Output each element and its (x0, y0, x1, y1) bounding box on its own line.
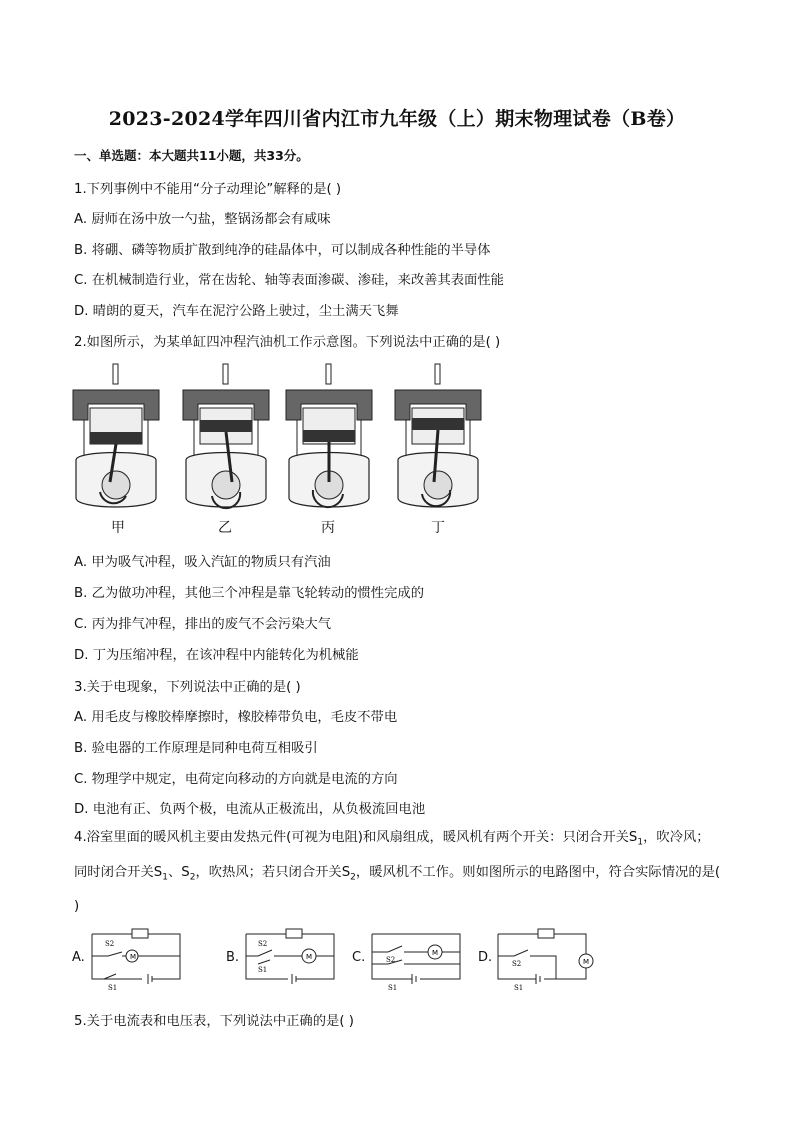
q4-option-c-label: C. (352, 950, 366, 965)
q4-option-a-label: A. (72, 950, 85, 965)
q2-stem: 2.如图所示，为某单缸四冲程汽油机工作示意图。下列说法中正确的是( ) (74, 335, 501, 350)
svg-text:M: M (306, 953, 313, 961)
svg-text:S2: S2 (512, 960, 522, 968)
engine-label-bing: 丙 (321, 520, 335, 536)
q1-option-c: C. 在机械制造行业，常在齿轮、轴等表面渗碳、渗硅，来改善其表面性能 (74, 273, 504, 288)
q1-option-a: A. 厨师在汤中放一勺盐，整锅汤都会有咸味 (74, 212, 331, 227)
q4-circuit-a (90, 924, 185, 994)
q3-option-d: D. 电池有正、负两个极，电流从正极流出，从负极流回电池 (74, 802, 426, 817)
q3-option-c: C. 物理学中规定，电荷定向移动的方向就是电流的方向 (74, 772, 398, 787)
engine-label-jia: 甲 (111, 520, 125, 536)
engine-diagram-bing (283, 360, 375, 510)
switch-s1-label: S1 (108, 984, 118, 992)
q4-circuit-b (244, 924, 339, 994)
q4-option-d-label: D. (478, 950, 493, 965)
svg-text:S2: S2 (258, 940, 268, 948)
q4-circuit-c (370, 924, 465, 994)
engine-diagram-jia (70, 360, 162, 510)
svg-text:S1: S1 (258, 966, 268, 974)
switch-s2-label: S2 (105, 940, 115, 948)
q4-stem: 4.浴室里面的暖风机主要由发热元件(可视为电阻)和风扇组成，暖风机有两个开关：只闭合开关$S_1$，吹冷风；同时闭合开关$S_1$、$S_2$，吹热风；若只闭合开关$S_2$，暖风机不工作。则如图所示的电路图中，符合实际情况的是( ) (74, 830, 721, 915)
engine-diagram-yi (180, 360, 272, 510)
q1-stem: 1.下列事例中不能用“分子动理论”解释的是( ) (74, 182, 342, 197)
q2-option-d: D. 丁为压缩冲程，在该冲程中内能转化为机械能 (74, 648, 359, 663)
svg-text:M: M (583, 958, 590, 966)
engine-label-yi: 乙 (218, 520, 232, 536)
q2-option-a: A. 甲为吸气冲程，吸入汽缸的物质只有汽油 (74, 555, 331, 570)
q3-option-a: A. 用毛皮与橡胶棒摩擦时，橡胶棒带负电，毛皮不带电 (74, 710, 398, 725)
q2-option-b: B. 乙为做功冲程，其他三个冲程是靠飞轮转动的惯性完成的 (74, 586, 424, 601)
q4-option-b-label: B. (226, 950, 240, 965)
svg-text:M: M (432, 949, 439, 957)
q1-option-b: B. 将硼、磷等物质扩散到纯净的硅晶体中，可以制成各种性能的半导体 (74, 243, 491, 258)
engine-diagram-ding (392, 360, 484, 510)
section-heading: 一、单选题：本大题共11小题，共33分。 (74, 148, 309, 163)
q5-stem: 5.关于电流表和电压表，下列说法中正确的是( ) (74, 1014, 354, 1029)
svg-text:S1: S1 (388, 984, 398, 992)
q1-option-d: D. 晴朗的夏天，汽车在泥泞公路上驶过，尘土满天飞舞 (74, 304, 399, 319)
exam-title: 2023-2024学年四川省内江市九年级（上）期末物理试卷（B卷） (108, 108, 686, 130)
q3-stem: 3.关于电现象，下列说法中正确的是( ) (74, 680, 301, 695)
svg-text:S2: S2 (386, 956, 396, 964)
q2-option-c: C. 丙为排气冲程，排出的废气不会污染大气 (74, 617, 332, 632)
motor-label: M (130, 953, 137, 961)
svg-text:S1: S1 (514, 984, 524, 992)
q3-option-b: B. 验电器的工作原理是同种电荷互相吸引 (74, 741, 318, 756)
q4-circuit-d (496, 924, 598, 994)
engine-label-ding: 丁 (431, 520, 445, 536)
